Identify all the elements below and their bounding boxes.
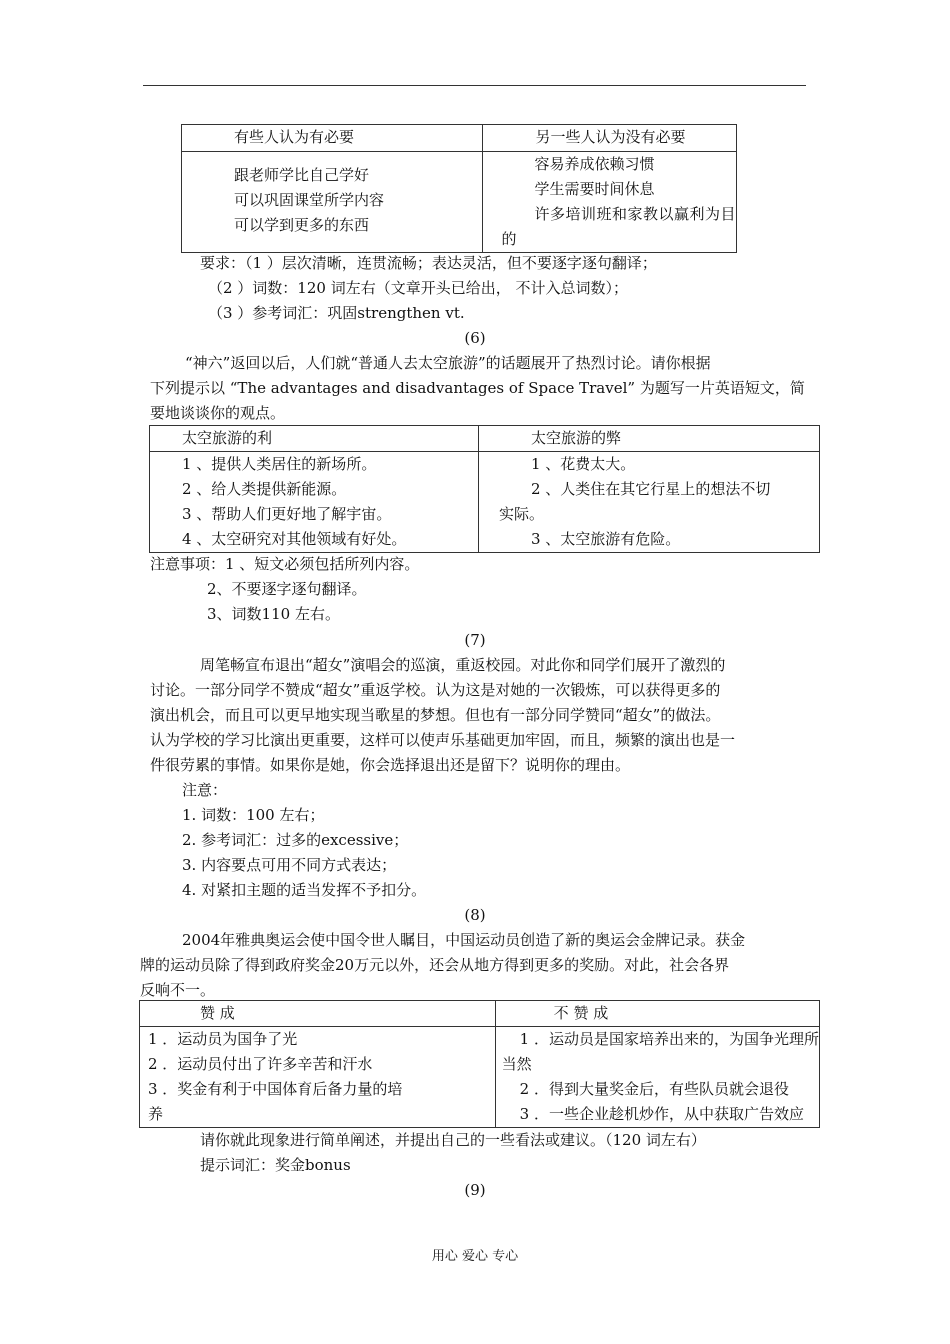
list-item: 1 、花费太大。	[531, 455, 636, 473]
page-footer: 用心 爱心 专心	[431, 1249, 519, 1264]
paragraph-7-line-5: 件很劳累的事情。如果你是她，你会选择退出还是留下？说明你的理由。	[150, 756, 631, 774]
notes-7-item: 2. 参考词汇：过多的excessive；	[182, 831, 409, 849]
paragraph-7-line-2: 讨论。一部分同学不赞成“超女”重返学校。认为这是对她的一次锻炼，可以获得更多的	[150, 681, 721, 699]
table-header-right: 太空旅游的弊	[479, 426, 820, 452]
list-item: 容易养成依赖习惯	[534, 155, 655, 173]
list-item: 跟老师学比自己学好	[234, 166, 370, 184]
paragraph-7-line-4: 认为学校的学习比演出更重要，这样可以使声乐基础更加牢固，而且，频繁的演出也是一	[150, 731, 736, 749]
table-cell-right	[495, 1027, 819, 1128]
table-cell-right	[483, 152, 737, 253]
table-cell-left	[140, 1027, 496, 1128]
list-item: 养	[148, 1105, 164, 1123]
section-number-6: (6)	[464, 329, 486, 347]
list-item: 3 、太空旅游有危险。	[531, 530, 681, 548]
paragraph-6-line-3: 要地谈谈你的观点。	[150, 404, 286, 422]
list-item: 4 、太空研究对其他领域有好处。	[182, 530, 407, 548]
table-header-left: 有些人认为有必要	[182, 125, 483, 152]
requirement-line-2: （2 ）词数：120 词左右（文章开头已给出， 不计入总词数）；	[208, 279, 628, 297]
requirement-line-3: （3 ）参考词汇：巩固strengthen vt.	[208, 304, 465, 322]
list-item: 的	[501, 230, 517, 248]
list-item: 3 ．一些企业趁机炒作，从中获取广告效应	[519, 1105, 804, 1123]
paragraph-8-line-2: 牌的运动员除了得到政府奖金20万元以外，还会从地方得到更多的奖励。对此，社会各界	[140, 956, 730, 974]
paragraph-6-line-1: “神六”返回以后，人们就“普通人去太空旅游”的话题展开了热烈讨论。请你根据	[185, 354, 711, 372]
table-space-travel	[149, 425, 820, 553]
list-item: 1 ．运动员为国争了光	[148, 1030, 298, 1048]
table-opinions-tutoring	[181, 124, 737, 253]
section-number-8: (8)	[464, 906, 486, 924]
requirement-line-1: 要求：（1 ）层次清晰，连贯流畅；表达灵活，但不要逐字逐句翻译；	[200, 254, 657, 272]
table-header-left: 太空旅游的利	[150, 426, 479, 452]
notes-7-item: 1. 词数：100 左右；	[182, 806, 325, 824]
table-olympic-bonus	[139, 1000, 820, 1128]
table-cell-left	[150, 452, 479, 553]
section-number-7: (7)	[464, 631, 486, 649]
notes-6-line-2: 2、不要逐字逐句翻译。	[207, 580, 367, 598]
list-item: 学生需要时间休息	[534, 180, 655, 198]
notes-7-item: 4. 对紧扣主题的适当发挥不予扣分。	[182, 881, 427, 899]
list-item: 许多培训班和家教以赢利为目	[534, 205, 736, 223]
table-header-left: 赞 成	[140, 1001, 496, 1027]
list-item: 2 ．运动员付出了许多辛苦和汗水	[148, 1055, 373, 1073]
notes-7-title: 注意：	[182, 781, 228, 799]
paragraph-8-line-1: 2004年雅典奥运会使中国令世人瞩目，中国运动员创造了新的奥运会金牌记录。获金	[182, 931, 746, 949]
table-header-right: 另一些人认为没有必要	[483, 125, 737, 152]
list-item: 3 、帮助人们更好地了解宇宙。	[182, 505, 392, 523]
section-number-9: (9)	[464, 1181, 486, 1199]
paragraph-8-tail-line-2: 提示词汇：奖金bonus	[200, 1156, 351, 1174]
list-item: 2 、人类住在其它行星上的想法不切	[531, 480, 771, 498]
list-item: 3 ．奖金有利于中国体育后备力量的培	[148, 1080, 403, 1098]
list-item: 可以巩固课堂所学内容	[234, 191, 385, 209]
notes-6-line-3: 3、词数110 左右。	[207, 605, 340, 623]
list-item: 2 、给人类提供新能源。	[182, 480, 347, 498]
list-item: 1 ．运动员是国家培养出来的，为国争光理所	[519, 1030, 819, 1048]
top-rule	[143, 85, 806, 86]
list-item: 1 、提供人类居住的新场所。	[182, 455, 377, 473]
paragraph-6-line-2: 下列提示以 “The advantages and disadvantages of Space Travel” 为题写一片英语短文，简	[150, 379, 805, 397]
table-cell-left	[182, 152, 483, 253]
notes-6-line-1: 注意事项：1 、短文必须包括所列内容。	[150, 555, 420, 573]
table-header-right: 不 赞 成	[495, 1001, 819, 1027]
list-item: 当然	[501, 1055, 532, 1073]
notes-7-item: 3. 内容要点可用不同方式表达；	[182, 856, 397, 874]
paragraph-8-tail-line-1: 请你就此现象进行简单阐述，并提出自己的一些看法或建议。（120 词左右）	[200, 1131, 706, 1149]
list-item: 实际。	[499, 505, 545, 523]
paragraph-8-line-3: 反响不一。	[140, 981, 216, 999]
paragraph-7-line-3: 演出机会，而且可以更早地实现当歌星的梦想。但也有一部分同学赞同“超女”的做法。	[150, 706, 721, 724]
list-item: 可以学到更多的东西	[234, 216, 370, 234]
table-cell-right	[479, 452, 820, 553]
paragraph-7-line-1: 周笔畅宣布退出“超女”演唱会的巡演，重返校园。对此你和同学们展开了激烈的	[200, 656, 726, 674]
list-item: 2 ．得到大量奖金后，有些队员就会退役	[519, 1080, 789, 1098]
